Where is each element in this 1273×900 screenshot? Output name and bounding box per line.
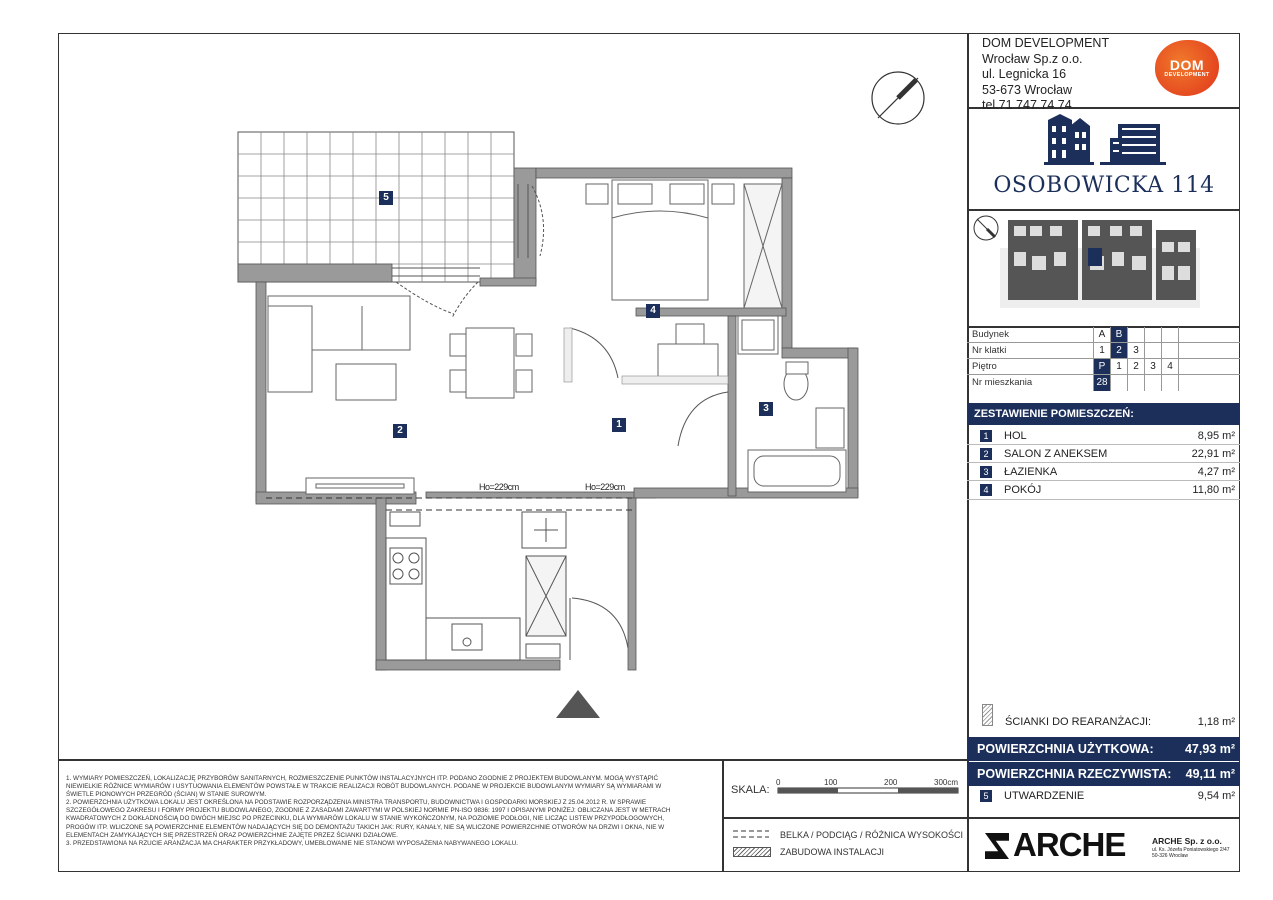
plan-room-label: 3 (759, 402, 773, 416)
scale-tick: 300cm (934, 778, 959, 787)
arche-logo (985, 826, 1125, 864)
plan-room-label: 4 (646, 304, 660, 318)
project-title: OSOBOWICKA 114 (993, 173, 1215, 198)
building-illustration (1040, 112, 1170, 168)
compass-icon (868, 68, 928, 128)
divider (967, 817, 1240, 819)
note-item: 3. PRZEDSTAWIONA NA RZUCIE ARANŻACJA MA CHARAKTER PRZYKŁADOWY, UMEBLOWANIE NIE STANOWI WYPOSAŻENIA NABYWANEGO LOKALU. (66, 839, 519, 847)
info-row-apartment: Nr mieszkania 28 (968, 375, 1240, 391)
note-item: 2. POWIERZCHNIA UŻYTKOWA LOKALU JEST OKREŚLONA NA PODSTAWIE ROZPORZĄDZENIA MINISTRA TRANSPORTU, BUDOWNICTWA I GOSPODARKI MORSKIEJ Z 25.04.2012 R. W SPRAWIE SZCZEGÓŁOWEGO ZAKRESU I FORMY PROJEKTU BUDOWLANEGO, ZGODNIE Z ZASADAMI ZAWARTYMI W POLSKIEJ NORMIE PN-ISO 9836: 1997 I OPISANYMI PONIŻEJ: OBLICZANA JEST W METRACH KWADRATOWYCH Z DOKŁADNOŚCIĄ DO DWÓCH MIEJSC PO PRZECINKU, DLA WYMIARÓW LOKALU W STANIE WYKOŃCZONYM, NA POZIOMIE PODŁOGI, NIE LICZĄC LISTEW PRZYPODŁOGOWYCH, PROGÓW ITP. WLICZONE SĄ POWIERZCHNIE ELEMENTÓW NADAJĄCYCH SIĘ DO DEMONTAŻU TAKICH JAK: RURY, KANAŁY, NIE SĄ WLICZONE POWIERZCHNIE OTWORÓW NA DRZWI I OKNA, NIE W ELEMENTACH ZAMYKAJĄCYCH SIĘ PRZESTRZEŃ ORAZ POWIERZCHNIE ZAJĘTE PRZEZ ŚCIANKI DZIAŁOWE. (66, 799, 671, 839)
room-name: POKÓJ (1004, 484, 1042, 496)
height-label: Ho=229cm (585, 482, 625, 492)
room-name: ŁAZIENKA (1004, 466, 1058, 478)
info-row-staircase: Nr klatki 1 2 3 (968, 343, 1240, 359)
notes (66, 775, 681, 848)
room-number: 4 (980, 484, 992, 496)
room-number: 3 (980, 466, 992, 478)
arche-address: ul. Ks. Józefa Poniatowskiego 2/47 (1152, 847, 1230, 853)
room-row (968, 464, 1240, 480)
room-row (968, 482, 1240, 498)
arche-name: ARCHE Sp. z o.o. (1152, 836, 1222, 846)
partition-label: ŚCIANKI DO REARANŻACJI: (1005, 716, 1152, 728)
floor-option: 2 (1127, 359, 1144, 375)
room-row (968, 428, 1240, 444)
floor-option: 4 (1161, 359, 1178, 375)
usable-area-bar (968, 737, 1240, 761)
actual-area-label: POWIERZCHNIA RZECZYWISTA: (977, 767, 1172, 781)
room-row (968, 446, 1240, 462)
room-area: 4,27 m² (1197, 466, 1235, 478)
divider (722, 759, 724, 872)
arche-logo-text: ARCHE (1013, 826, 1126, 863)
terrace-tiles (238, 132, 514, 282)
staircase-option: 1 (1093, 343, 1110, 359)
room-area: 8,95 m² (1197, 430, 1235, 442)
terrace-area: 9,54 m² (1197, 790, 1235, 802)
company-street: ul. Legnicka 16 (982, 67, 1067, 81)
dom-development-logo: DOM DEVELOPMENT (1155, 40, 1219, 96)
arche-city: 50-326 Wrocław (1152, 853, 1189, 859)
scale-tick: 100 (824, 778, 838, 787)
actual-area-value: 49,11 m² (1185, 767, 1235, 781)
divider (58, 759, 967, 761)
room-name: SALON Z ANEKSEM (1004, 448, 1108, 460)
scale-tick: 200 (884, 778, 898, 787)
usable-area-value: 47,93 m² (1184, 742, 1235, 756)
height-label: Ho=229cm (479, 482, 519, 492)
key-plan-compass-icon (974, 216, 998, 240)
plan-room-label: 1 (612, 418, 626, 432)
company-phone: tel.71 747 74 74 (982, 98, 1072, 112)
rooms-header: ZESTAWIENIE POMIESZCZEŃ: (968, 403, 1240, 425)
terrace-row (968, 788, 1240, 804)
key-plan (970, 212, 1238, 324)
floor-option: 3 (1144, 359, 1161, 375)
company-city: 53-673 Wrocław (982, 82, 1073, 97)
staircase-option: 3 (1127, 343, 1144, 359)
room-name: HOL (1004, 430, 1027, 442)
scale-label: SKALA: (731, 784, 770, 796)
company-info (982, 36, 1109, 114)
terrace-label: UTWARDZENIE (1004, 790, 1085, 802)
legend-beam: BELKA / PODCIĄG / RÓŻNICA WYSOKOŚCI (780, 830, 964, 840)
floor-option-selected: P (1093, 359, 1110, 375)
info-row-floor: Piętro P 1 2 3 4 (968, 359, 1240, 375)
building-option: A (1093, 327, 1110, 343)
usable-area-label: POWIERZCHNIA UŻYTKOWA: (977, 742, 1154, 756)
info-row-building: Budynek A B (968, 327, 1240, 343)
floor-plan (230, 128, 860, 720)
company-name: DOM DEVELOPMENT (982, 36, 1110, 50)
installation-hatch-icon (733, 847, 771, 857)
floor-option: 1 (1110, 359, 1127, 375)
apartment-number: 28 (1093, 375, 1110, 391)
plan-room-label: 2 (393, 424, 407, 438)
staircase-option-selected: 2 (1110, 343, 1127, 359)
room-area: 11,80 m² (1192, 484, 1235, 496)
room-area: 22,91 m² (1191, 448, 1235, 460)
partition-area: 1,18 m² (1197, 716, 1235, 728)
company-branch: Wrocław Sp.z o.o. (982, 51, 1083, 66)
plan-room-label: 5 (379, 191, 393, 205)
room-number: 2 (980, 448, 992, 460)
beam-line-icon (733, 829, 769, 839)
actual-area-bar (968, 762, 1240, 786)
legend-installation: ZABUDOWA INSTALACJI (780, 847, 885, 857)
scale-tick: 0 (776, 778, 781, 787)
key-plan-apartment-marker (1088, 248, 1102, 266)
note-item: 1. WYMIARY POMIESZCZEŃ, LOKALIZACJĘ PRZYBORÓW SANITARNYCH, ROZMIESZCZENIE PUNKTÓW INSTALACYJNYCH ITP. PODANO ZGODNIE Z PROJEKTEM BUDOWLANYM. MOGĄ WYSTĄPIĆ NIEWIELKIE RÓŻNICE WYMIARÓW I USYTUOWANIA ELEMENTÓW POWSTAŁE W TRAKCIE REALIZACJI ROBÓT BUDOWLANYCH. PODANE W PROJEKCIE BUDOWLANYM WYMIARY SĄ WYMIARAMI W ŚWIETLE PIONOWYCH PRZEGRÓD (ŚCIAN) W STANIE SUROWYM. (66, 775, 662, 799)
room-number: 1 (980, 430, 992, 442)
divider (722, 817, 967, 819)
building-option-selected: B (1110, 327, 1127, 343)
terrace-number: 5 (980, 790, 992, 802)
partition-hatch-icon (982, 704, 993, 726)
divider (967, 209, 1240, 211)
